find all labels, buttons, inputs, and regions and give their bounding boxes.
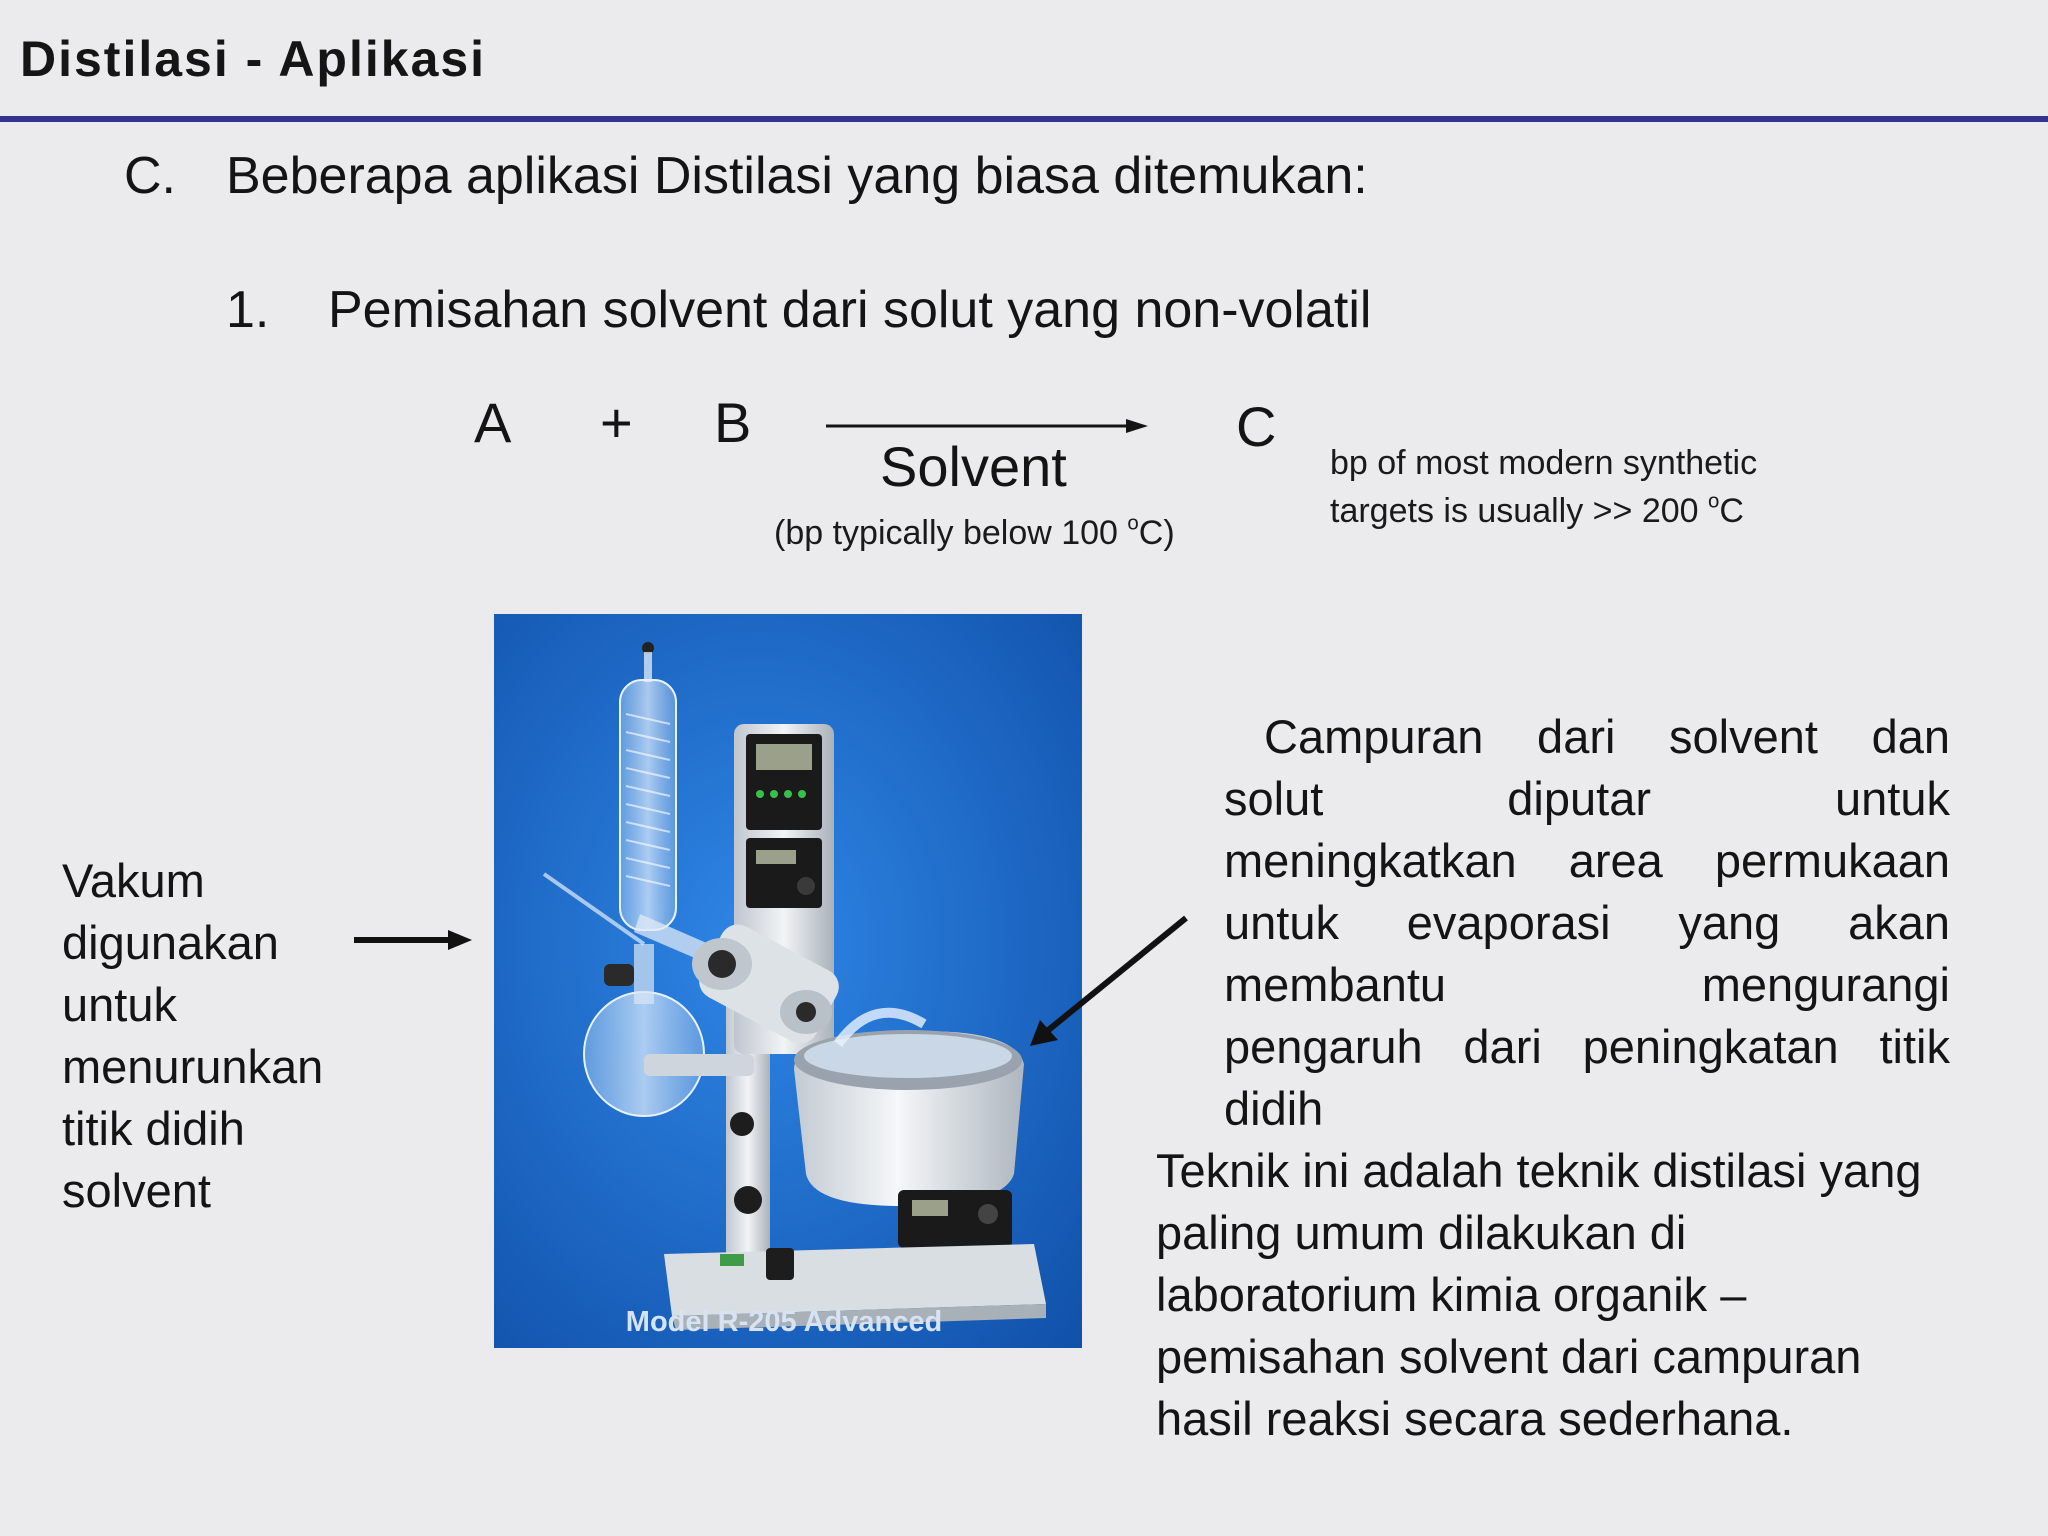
rotation-arrow bbox=[1020, 912, 1192, 1052]
rotation-note-line: Campuran dari solvent dan bbox=[1264, 710, 1950, 763]
vacuum-note-line: menurunkan bbox=[62, 1040, 324, 1093]
vacuum-note-line: digunakan bbox=[62, 916, 279, 969]
summary-line: Teknik ini adalah teknik distilasi yang bbox=[1156, 1144, 1922, 1197]
vacuum-note bbox=[62, 850, 362, 1222]
item-text: Pemisahan solvent dari solut yang non-volatil bbox=[328, 281, 1372, 339]
summary-line: laboratorium kimia organik – bbox=[1156, 1268, 1747, 1321]
section-label: C. bbox=[124, 147, 176, 205]
rotary-evaporator-illustration bbox=[494, 614, 1082, 1348]
arrow-label-solvent: Solvent bbox=[880, 435, 1067, 498]
photo-caption: Model R-205 Advanced bbox=[625, 1306, 943, 1338]
target-bp-note-line1: bp of most modern synthetic bbox=[1330, 444, 1758, 482]
solvent-bp-note: (bp typically below 100 $^o$C) bbox=[774, 512, 1175, 552]
vacuum-note-line: untuk bbox=[62, 978, 177, 1031]
technique-summary bbox=[1156, 1140, 2036, 1450]
product-c: C bbox=[1236, 395, 1277, 458]
rotary-evaporator-photo bbox=[494, 614, 1082, 1348]
summary-line: pemisahan solvent dari campuran bbox=[1156, 1330, 1862, 1383]
rotation-note-line: solut diputar untuk bbox=[1224, 772, 1950, 825]
plus-sign: + bbox=[600, 391, 633, 454]
item-number: 1. bbox=[226, 281, 270, 339]
vacuum-note-line: Vakum bbox=[62, 854, 205, 907]
target-bp-note-line2: targets is usually >> 200 $^o$C bbox=[1330, 490, 1744, 530]
summary-line: paling umum dilakukan di bbox=[1156, 1206, 1687, 1259]
vacuum-arrow bbox=[352, 928, 474, 952]
rotation-note-line: membantu mengurangi bbox=[1224, 958, 1950, 1011]
rotation-note-line: untuk evaporasi yang akan bbox=[1224, 896, 1950, 949]
header-divider bbox=[0, 116, 2048, 122]
rotation-note-line: meningkatkan area permukaan bbox=[1224, 834, 1950, 887]
rotation-note-line: pengaruh dari peningkatan titik bbox=[1224, 1020, 1950, 1073]
reactant-a: A bbox=[474, 391, 512, 454]
rotation-note-line: didih bbox=[1224, 1082, 1324, 1135]
reactant-b: B bbox=[714, 391, 752, 454]
section-heading: Beberapa aplikasi Distilasi yang biasa ditemukan: bbox=[226, 147, 1368, 205]
vacuum-note-line: solvent bbox=[62, 1164, 211, 1217]
slide-title: Distilasi - Aplikasi bbox=[20, 31, 487, 87]
vacuum-note-line: titik didih bbox=[62, 1102, 245, 1155]
summary-line: hasil reaksi secara sederhana. bbox=[1156, 1392, 1794, 1445]
rotation-note bbox=[1224, 706, 1950, 1140]
